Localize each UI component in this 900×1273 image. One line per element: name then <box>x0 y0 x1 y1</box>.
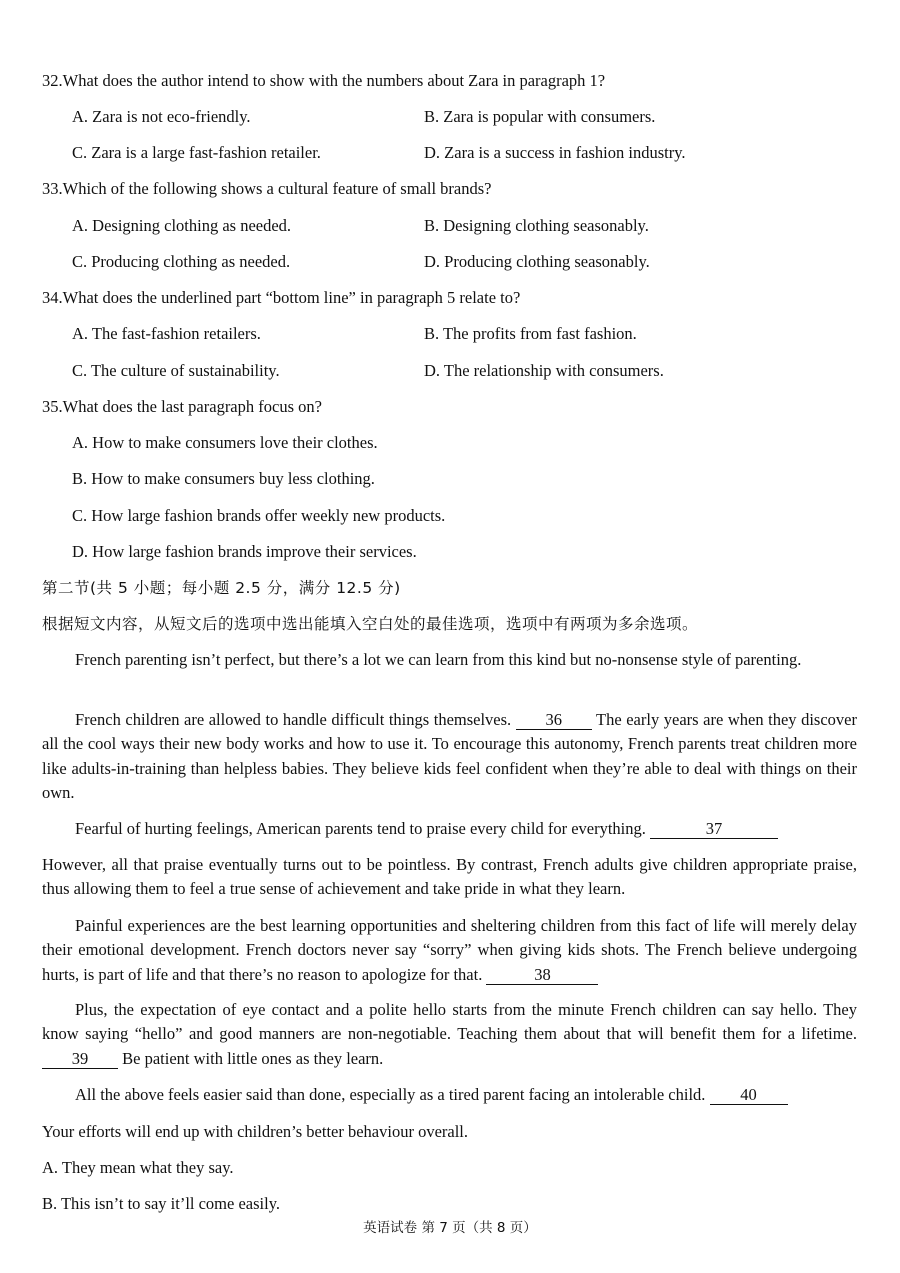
question-32-stem: 32.What does the author intend to show with the numbers about Zara in paragraph 1? <box>42 71 606 90</box>
paragraph-text: Painful experiences are the best learning opportunities and sheltering children from this fact of life will merely delay their emotional development. French doctors never say “sorry” when giving kids shots. The French believe undergoing hurts, is part of life and that there’s no reason to apologize for that. <box>42 916 857 984</box>
paragraph-text: The early years are when they discover all the cool ways their new body works and how to use it. To encourage this autonomy, French parents treat children more like adults-in-training than helpless babies. They believe kids feel confident when they’re able to deal with things on their own. <box>42 710 857 802</box>
question-33-stem: 33.Which of the following shows a cultural feature of small brands? <box>42 179 492 198</box>
question-34-option-b: B. The profits from fast fashion. <box>424 324 637 343</box>
choice-a: A. They mean what they say. <box>42 1158 234 1177</box>
paragraph-text: French parenting isn’t perfect, but there’s a lot we can learn from this kind but no-nonsense style of parenting. <box>75 650 802 669</box>
question-34-stem: 34.What does the underlined part “bottom line” in paragraph 5 relate to? <box>42 288 521 307</box>
section-title: 第二节(共 5 小题；每小题 2.5 分，满分 12.5 分) <box>42 579 401 597</box>
question-34-option-d: D. The relationship with consumers. <box>424 361 664 380</box>
question-32-option-d: D. Zara is a success in fashion industry. <box>424 143 686 162</box>
question-35-option-a: A. How to make consumers love their clothes. <box>72 433 378 452</box>
blank-37: 37 <box>650 820 778 839</box>
passage-paragraph-6 <box>42 1083 857 1107</box>
question-35-option-b: B. How to make consumers buy less clothing. <box>72 469 375 488</box>
passage-paragraph-3-cont <box>42 853 857 902</box>
question-33-option-d: D. Producing clothing seasonably. <box>424 252 650 271</box>
blank-39: 39 <box>42 1050 118 1069</box>
question-35-stem: 35.What does the last paragraph focus on? <box>42 397 322 416</box>
blank-36: 36 <box>516 711 592 730</box>
paragraph-text: Fearful of hurting feelings, American parents tend to praise every child for everything. <box>75 819 646 838</box>
paragraph-text: All the above feels easier said than done, especially as a tired parent facing an intolerable child. <box>75 1085 706 1104</box>
paragraph-text: French children are allowed to handle difficult things themselves. <box>75 710 512 729</box>
question-34-option-c: C. The culture of sustainability. <box>72 361 280 380</box>
passage-paragraph-2 <box>42 708 857 805</box>
page-footer: 英语试卷 第 7 页（共 8 页） <box>363 1220 537 1236</box>
passage-paragraph-3 <box>42 817 857 841</box>
passage-paragraph-6-cont: Your efforts will end up with children’s better behaviour overall. <box>42 1122 469 1141</box>
passage-paragraph-5 <box>42 998 857 1071</box>
question-33-option-a: A. Designing clothing as needed. <box>72 216 292 235</box>
question-35-option-d: D. How large fashion brands improve their services. <box>72 542 417 561</box>
question-32-option-c: C. Zara is a large fast-fashion retailer. <box>72 143 321 162</box>
question-33-option-b: B. Designing clothing seasonably. <box>424 216 649 235</box>
blank-38: 38 <box>486 966 598 985</box>
question-35-option-c: C. How large fashion brands offer weekly new products. <box>72 506 446 525</box>
paragraph-text: Be patient with little ones as they learn. <box>122 1048 384 1068</box>
paragraph-text: Plus, the expectation of eye contact and a polite hello starts from the minute French children can say hello. They know saying “hello” and good manners are non-negotiable. Teaching them about that will benefit them for a lifetime. <box>42 1000 857 1044</box>
question-33-option-c: C. Producing clothing as needed. <box>72 252 291 271</box>
question-32-option-a: A. Zara is not eco-friendly. <box>72 107 251 126</box>
choice-b: B. This isn’t to say it’ll come easily. <box>42 1194 281 1213</box>
blank-40: 40 <box>710 1086 788 1105</box>
section-instruction: 根据短文内容，从短文后的选项中选出能填入空白处的最佳选项，选项中有两项为多余选项。 <box>42 615 699 633</box>
question-32-option-b: B. Zara is popular with consumers. <box>424 107 656 126</box>
passage-paragraph-4 <box>42 914 857 987</box>
question-34-option-a: A. The fast-fashion retailers. <box>72 324 261 343</box>
paragraph-text: However, all that praise eventually turns out to be pointless. By contrast, French adults give children appropriate praise, thus allowing them to feel a true sense of achievement and take pride in what they learn. <box>42 855 857 899</box>
passage-paragraph-1 <box>42 648 857 672</box>
